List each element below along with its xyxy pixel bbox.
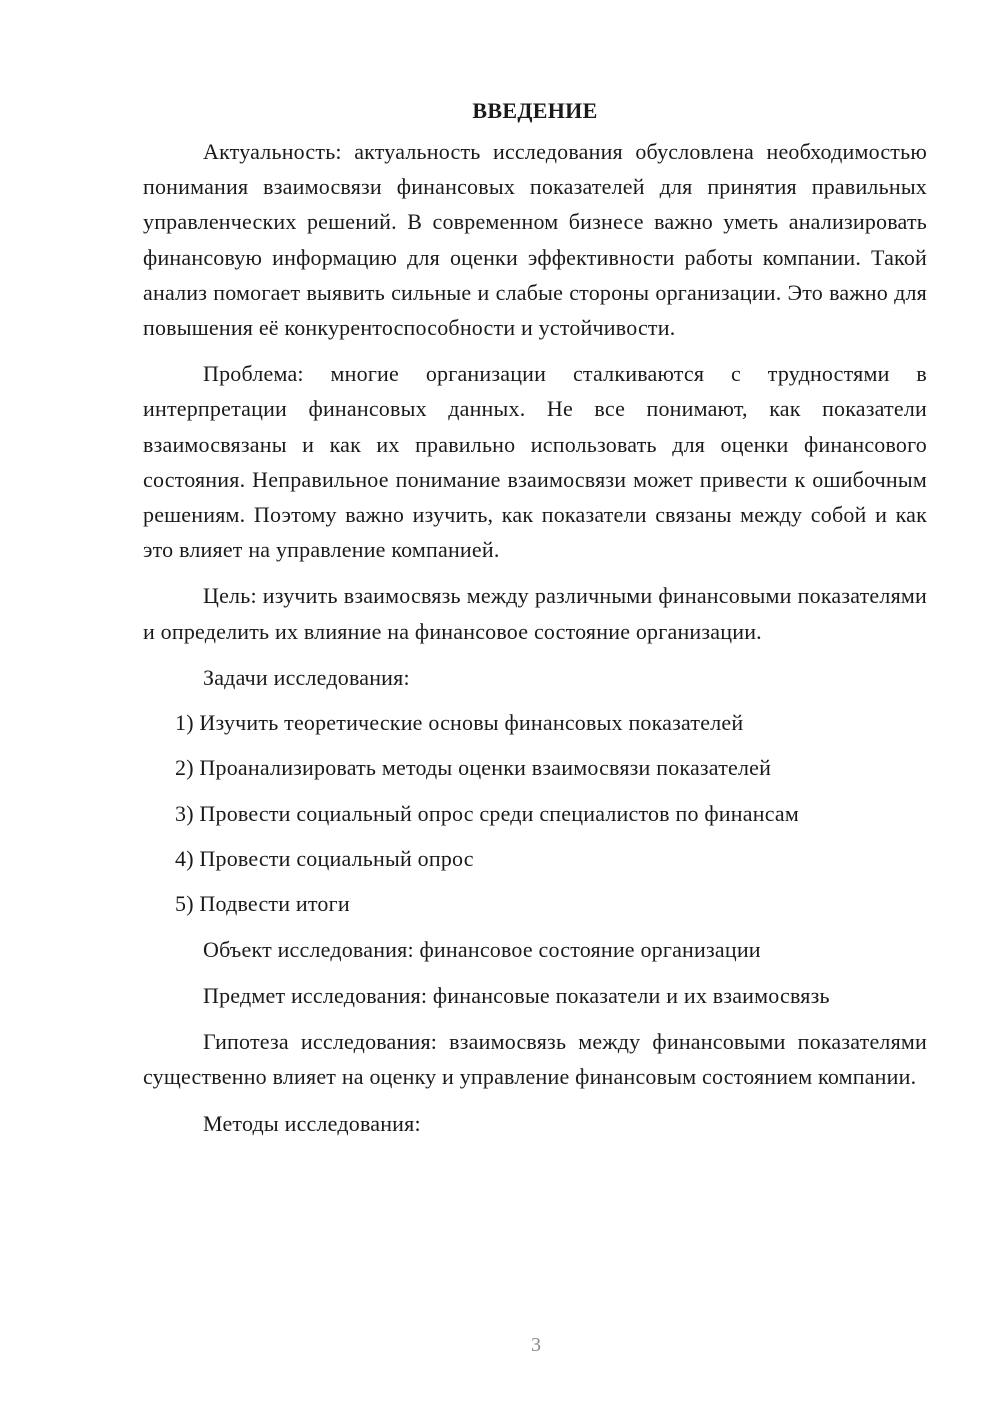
task-item: 4) Провести социальный опрос — [175, 846, 474, 872]
task-item: 3) Провести социальный опрос среди специалистов по финансам — [175, 800, 800, 826]
page-number: 3 — [531, 1334, 541, 1356]
problem-paragraph: Проблема: многие организации сталкиваются с трудностями в интерпретации финансовых данных. Не все понимают, как показатели взаимосвязаны и как их правильно использовать для оценки финансового состояния. Неправильное понимание взаимосвязи может привести к ошибочным решениям. Поэтому важно изучить, как показатели связаны между собой и как это влияет на управление компанией. — [143, 361, 927, 563]
object-paragraph: Объект исследования: финансовое состояние организации — [203, 936, 761, 962]
section-title: ВВЕДЕНИЕ — [472, 98, 598, 123]
document-page — [143, 88, 927, 1152]
goal-paragraph: Цель: изучить взаимосвязь между различными финансовыми показателями и определить их влияние на финансовое состояние организации. — [143, 583, 927, 644]
methods-paragraph: Методы исследования: — [203, 1110, 421, 1136]
tasks-heading: Задачи исследования: — [203, 664, 410, 690]
relevance-paragraph: Актуальность: актуальность исследования обусловлена необходимостью понимания взаимосвязи финансовых показателей для принятия правильных управленческих решений. В современном бизнесе важно уметь анализировать финансовую информацию для оценки эффективности работы компании. Такой анализ помогает выявить сильные и слабые стороны организации. Это важно для повышения её конкурентоспособности и устойчивости. — [143, 139, 927, 341]
task-item: 1) Изучить теоретические основы финансовых показателей — [175, 709, 744, 735]
subject-paragraph: Предмет исследования: финансовые показатели и их взаимосвязь — [203, 983, 830, 1009]
task-list — [143, 705, 927, 922]
task-item: 2) Проанализировать методы оценки взаимосвязи показателей — [175, 755, 772, 781]
task-item: 5) Подвести итоги — [175, 891, 350, 917]
hypothesis-paragraph: Гипотеза исследования: взаимосвязь между финансовыми показателями существенно влияет на оценку и управление финансовым состоянием компании. — [143, 1029, 927, 1090]
